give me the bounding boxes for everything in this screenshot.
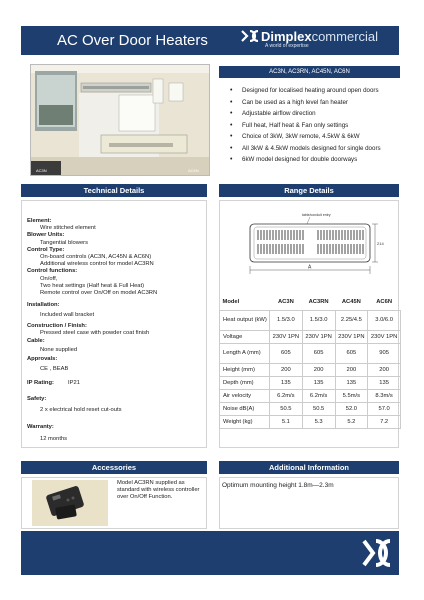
spec-cell: 135 bbox=[335, 376, 368, 389]
spec-cell: 52.0 bbox=[335, 402, 368, 415]
spec-row-label: Noise dB(A) bbox=[220, 402, 270, 415]
spec-table bbox=[219, 294, 401, 429]
spec-cell: 135 bbox=[368, 376, 401, 389]
brand-tagline: A world of expertise bbox=[265, 43, 309, 49]
brand-name: Dimplex bbox=[261, 29, 312, 44]
brand-suffix: commercial bbox=[311, 29, 379, 44]
spec-cell: 905 bbox=[368, 343, 401, 363]
spec-cell: 5.1 bbox=[270, 415, 303, 428]
warranty-value: 12 months bbox=[40, 435, 68, 442]
spec-header-row bbox=[220, 294, 401, 310]
spec-cell: 135 bbox=[270, 376, 303, 389]
spec-row-label: Weight (kg) bbox=[220, 415, 270, 428]
diagram-height-label: 214 bbox=[377, 241, 384, 246]
table-row bbox=[220, 330, 401, 343]
table-row bbox=[220, 343, 401, 363]
spec-header: AC3RN bbox=[302, 294, 335, 310]
spec-cell: 200 bbox=[335, 363, 368, 376]
diagram-note: table/conduit entry bbox=[302, 213, 331, 217]
spec-cell: 2.25/4.5 bbox=[335, 310, 368, 330]
spec-cell: 6.2m/s bbox=[270, 389, 303, 402]
accessories-text: Model AC3RN supplied as standard with wireless controller over On/Off Function. bbox=[117, 480, 200, 500]
feature-item: • Can be used as a high level fan heater bbox=[230, 97, 400, 109]
safety-label: Safety: bbox=[27, 396, 47, 403]
brand-logo bbox=[241, 29, 378, 49]
diagram-width-label: A bbox=[308, 264, 312, 271]
heater-install-image bbox=[31, 65, 210, 176]
warranty-label: Warranty: bbox=[27, 424, 54, 431]
spec-cell: 135 bbox=[302, 376, 335, 389]
photo-label-left: AC3N bbox=[36, 168, 47, 173]
approvals-label: Approvals: bbox=[27, 356, 58, 363]
feature-list bbox=[230, 85, 400, 166]
spec-cell: 50.5 bbox=[270, 402, 303, 415]
ip-rating-value: IP21 bbox=[68, 379, 80, 386]
spec-header: Model bbox=[220, 294, 270, 310]
control-functions-value: On/off, bbox=[40, 275, 58, 282]
cable-label: Cable: bbox=[27, 338, 45, 345]
spec-cell: 200 bbox=[270, 363, 303, 376]
spec-cell: 230V 1PN bbox=[270, 330, 303, 343]
installation-value: Included wall bracket bbox=[40, 312, 95, 319]
cable-value: None supplied bbox=[40, 347, 78, 354]
installation-label: Installation: bbox=[27, 302, 60, 309]
element-value: Wire stitched element bbox=[40, 225, 96, 232]
table-row bbox=[220, 376, 401, 389]
spec-cell: 200 bbox=[368, 363, 401, 376]
safety-value: 2 x electrical hold reset cut-outs bbox=[40, 407, 122, 414]
product-photo bbox=[30, 64, 210, 176]
blower-value: Tangential blowers bbox=[40, 239, 89, 246]
spec-cell: 605 bbox=[302, 343, 335, 363]
control-type-value: Additional wireless control for model AC3RN bbox=[40, 261, 154, 268]
range-details-header: Range Details bbox=[219, 184, 399, 197]
remote-control-image bbox=[32, 480, 108, 526]
spec-cell: 57.0 bbox=[368, 402, 401, 415]
feature-item: • 6kW model designed for double doorways bbox=[230, 154, 400, 166]
spec-cell: 6.2m/s bbox=[302, 389, 335, 402]
table-row bbox=[220, 415, 401, 428]
table-row bbox=[220, 389, 401, 402]
spec-cell: 230V 1PN bbox=[302, 330, 335, 343]
accessories-header: Accessories bbox=[21, 461, 207, 474]
photo-label-right: AC6N bbox=[188, 168, 199, 173]
spec-cell: 230V 1PN bbox=[335, 330, 368, 343]
page-title: AC Over Door Heaters bbox=[57, 32, 208, 49]
spec-cell: 50.5 bbox=[302, 402, 335, 415]
spec-cell: 3.0/6.0 bbox=[368, 310, 401, 330]
spec-cell: 230V 1PN bbox=[368, 330, 401, 343]
dimplex-logo-icon bbox=[241, 30, 259, 42]
technical-details bbox=[27, 218, 205, 443]
ip-rating-label: IP Rating: bbox=[27, 379, 54, 386]
spec-cell: 605 bbox=[270, 343, 303, 363]
feature-item: • Full heat, Half heat & Fan only settings bbox=[230, 120, 400, 132]
spec-row-label: Heat output (kW) bbox=[220, 310, 270, 330]
table-row bbox=[220, 363, 401, 376]
ip-rating-row bbox=[27, 380, 205, 387]
control-functions-value: Remote control over On/Off on model AC3RN bbox=[40, 290, 158, 297]
feature-item: • Adjustable airflow direction bbox=[230, 108, 400, 120]
control-functions-value: Two heat settings (Half heat & Full Heat) bbox=[40, 282, 145, 289]
additional-info-text: Optimum mounting height 1.8m—2.3m bbox=[222, 482, 334, 489]
heater-dimension-diagram bbox=[240, 210, 385, 288]
spec-cell: 605 bbox=[335, 343, 368, 363]
technical-details-header: Technical Details bbox=[21, 184, 207, 197]
spec-row-label: Length A (mm) bbox=[220, 343, 270, 363]
spec-cell: 7.2 bbox=[368, 415, 401, 428]
element-label: Element: bbox=[27, 218, 52, 224]
table-row bbox=[220, 310, 401, 330]
control-type-label: Control Type: bbox=[27, 246, 65, 253]
spec-cell: 200 bbox=[302, 363, 335, 376]
feature-item: • Choice of 3kW, 3kW remote, 4.5kW & 6kW bbox=[230, 131, 400, 143]
spec-row-label: Voltage bbox=[220, 330, 270, 343]
spec-header: AC3N bbox=[270, 294, 303, 310]
additional-info-header: Additional Information bbox=[219, 461, 399, 474]
spec-row-label: Height (mm) bbox=[220, 363, 270, 376]
spec-cell: 8.3m/s bbox=[368, 389, 401, 402]
construction-value: Pressed steel case with powder coat finish bbox=[40, 329, 150, 336]
blower-label: Blower Units: bbox=[27, 232, 65, 239]
spec-cell: 1.5/3.0 bbox=[270, 310, 303, 330]
footer-banner bbox=[21, 531, 399, 575]
spec-cell: 5.2 bbox=[335, 415, 368, 428]
control-type-value: On-board controls (AC3N, AC45N & AC6N) bbox=[40, 254, 152, 261]
approvals-value: CE , BEAB bbox=[40, 365, 69, 372]
feature-item: • All 3kW & 4.5kW models designed for single doors bbox=[230, 143, 400, 155]
models-bar: AC3N, AC3RN, AC45N, AC6N bbox=[219, 66, 400, 78]
control-functions-label: Control functions: bbox=[27, 268, 78, 275]
spec-cell: 5.3 bbox=[302, 415, 335, 428]
spec-cell: 5.5m/s bbox=[335, 389, 368, 402]
photo-caption bbox=[36, 168, 206, 173]
dimplex-footer-logo-icon bbox=[361, 537, 391, 569]
spec-cell: 1.5/3.0 bbox=[302, 310, 335, 330]
table-row bbox=[220, 402, 401, 415]
spec-row-label: Depth (mm) bbox=[220, 376, 270, 389]
header-banner bbox=[21, 26, 399, 55]
feature-item: • Designed for localised heating around open doors bbox=[230, 85, 400, 97]
spec-header: AC45N bbox=[335, 294, 368, 310]
construction-label: Construction / Finish: bbox=[27, 322, 87, 329]
spec-header: AC6N bbox=[368, 294, 401, 310]
spec-row-label: Air velocity bbox=[220, 389, 270, 402]
